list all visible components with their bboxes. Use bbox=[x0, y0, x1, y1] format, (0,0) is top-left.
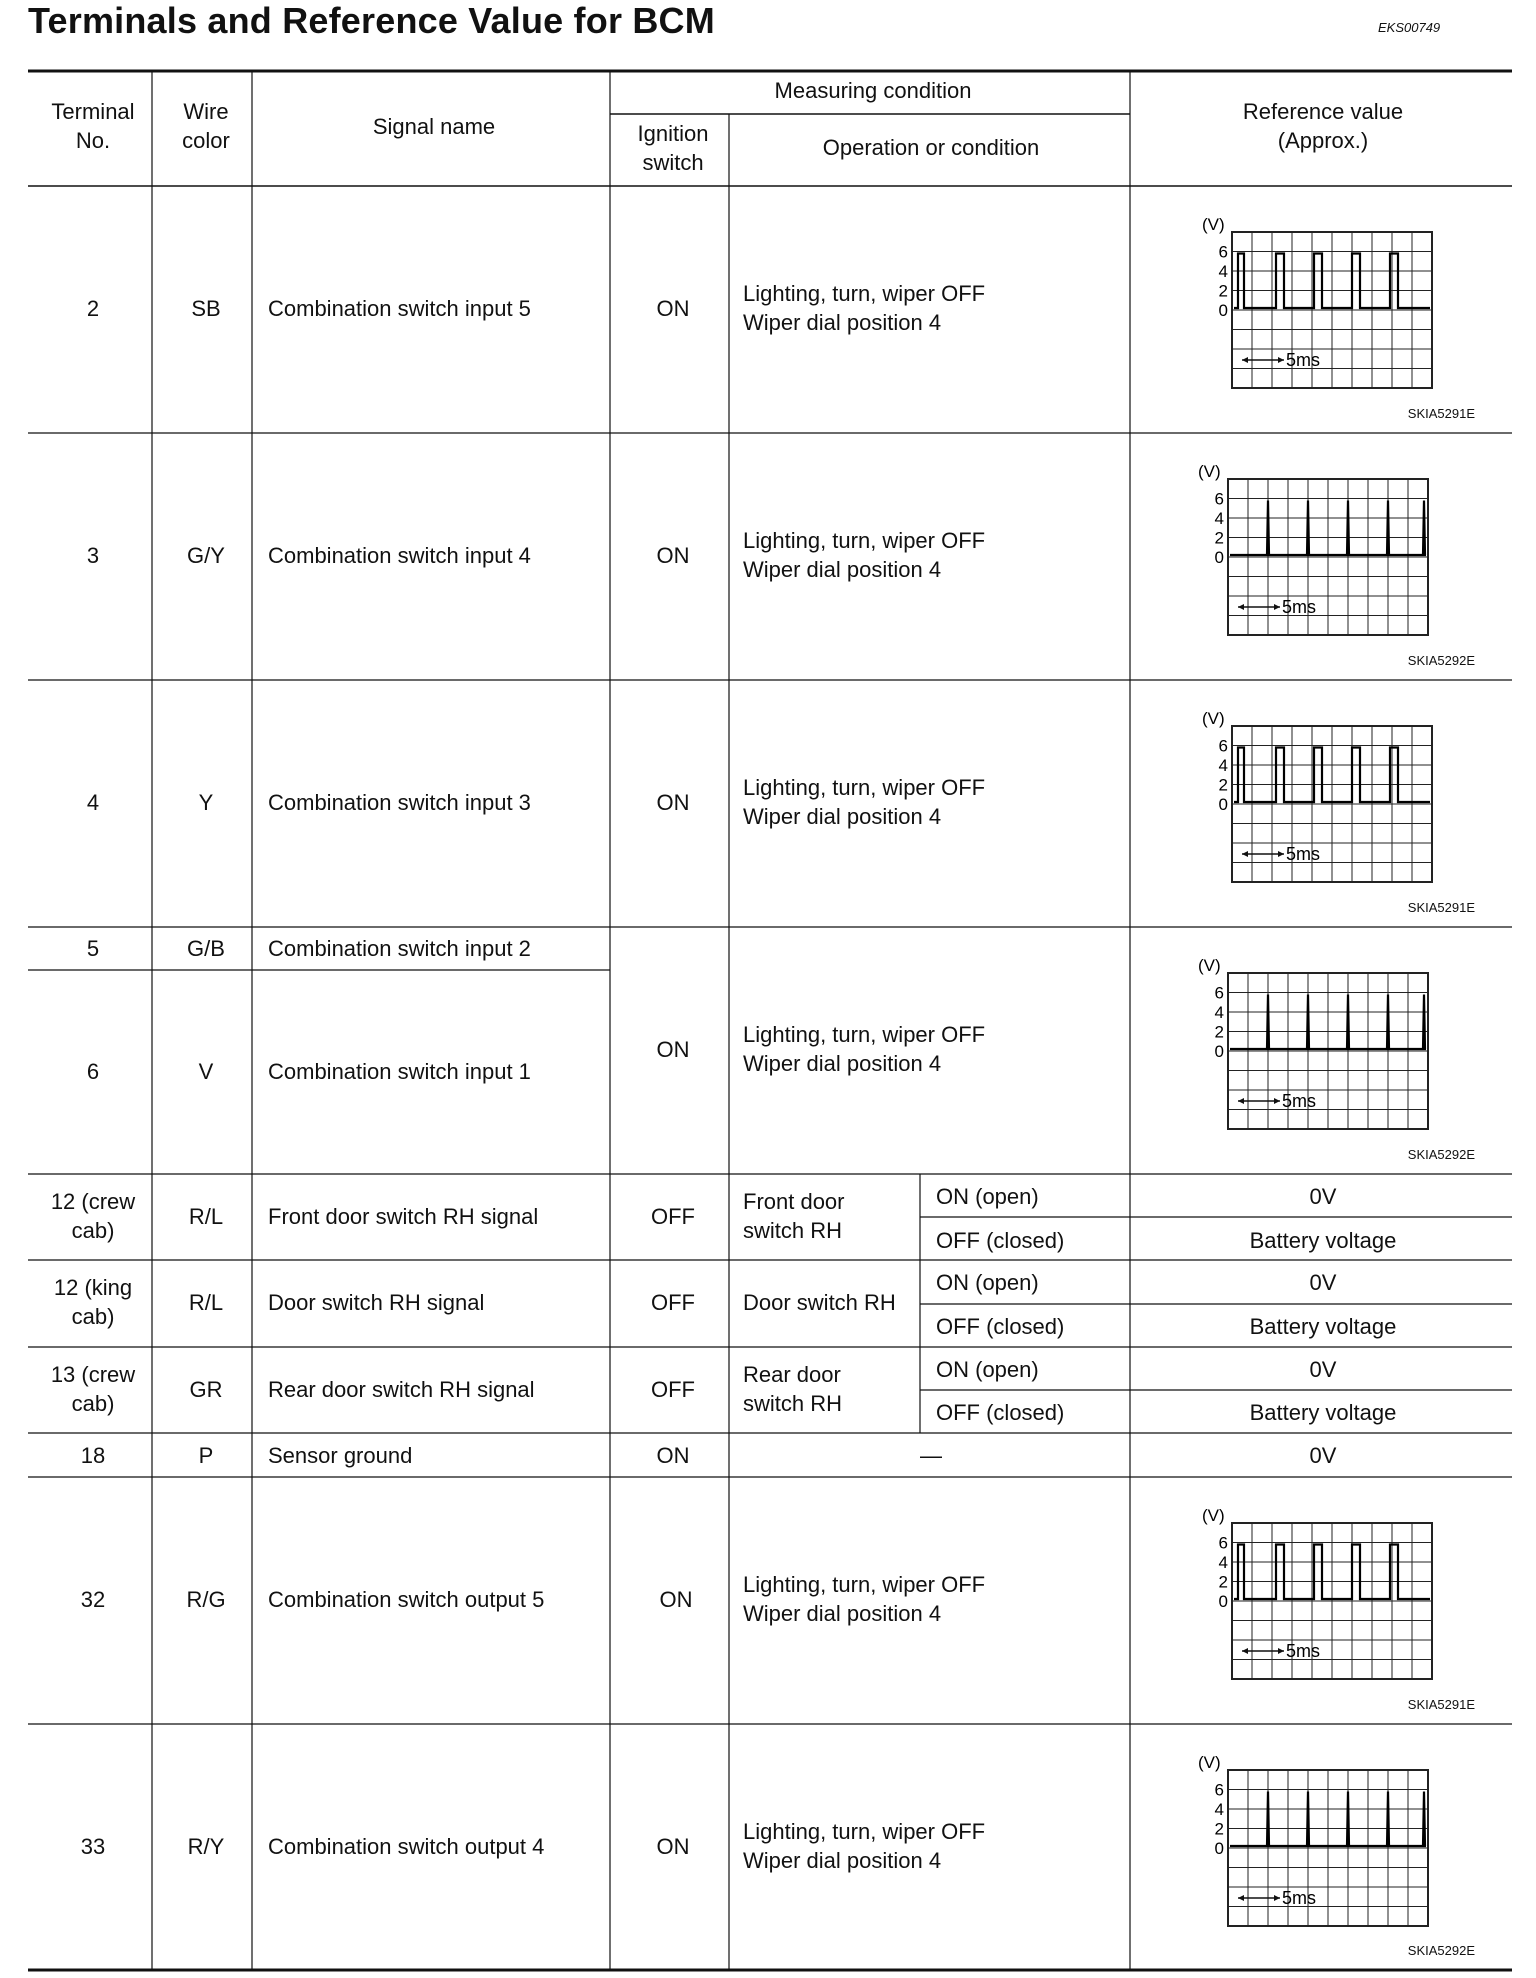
scope-tick-label: 0 bbox=[1218, 301, 1228, 320]
scope-grid bbox=[1232, 726, 1432, 882]
table-row bbox=[87, 936, 531, 961]
ignition-switch: ON bbox=[656, 1834, 690, 1859]
state-off: OFF (closed) bbox=[936, 1314, 1065, 1339]
scope-grid bbox=[1232, 1523, 1432, 1679]
ignition-switch: ON bbox=[656, 296, 690, 321]
ignition-switch: ON bbox=[656, 1443, 690, 1468]
header-wire-line2: color bbox=[182, 128, 230, 153]
scope-tick-label: 4 bbox=[1214, 509, 1224, 528]
svg-text:5ms: 5ms bbox=[1282, 597, 1317, 617]
terminal-no: 6 bbox=[86, 1059, 100, 1084]
scope-grid bbox=[1228, 479, 1428, 635]
figure-code: SKIA5292E bbox=[1407, 1147, 1475, 1162]
scope-tick-label: 2 bbox=[1218, 775, 1228, 795]
table-row bbox=[81, 1506, 1476, 1712]
figure-code: SKIA5292E bbox=[1407, 653, 1475, 668]
wire-color: P bbox=[198, 1443, 214, 1468]
operation: Door switch RH bbox=[743, 1290, 896, 1315]
operation-line2: Wiper dial position 4 bbox=[743, 804, 942, 829]
reference-value: Battery voltage bbox=[1249, 1228, 1397, 1253]
terminal-no: 18 bbox=[80, 1443, 106, 1468]
terminal-no-line1: 12 (crew bbox=[50, 1189, 136, 1214]
header-ignition-line2: switch bbox=[642, 150, 704, 175]
terminal-no-line2: cab) bbox=[71, 1218, 115, 1243]
table-row bbox=[87, 956, 1475, 1162]
operation-line2: Wiper dial position 4 bbox=[743, 310, 942, 335]
header-signal: Signal name bbox=[372, 114, 496, 139]
signal-name: Front door switch RH signal bbox=[268, 1204, 539, 1229]
scope-tick-label: 6 bbox=[1218, 242, 1228, 262]
ignition-switch: OFF bbox=[651, 1204, 695, 1229]
oscilloscope-waveform bbox=[1202, 215, 1432, 388]
terminal-no: 5 bbox=[86, 936, 100, 961]
header-terminal-line2: No. bbox=[75, 128, 111, 153]
document-code: EKS00749 bbox=[1378, 20, 1441, 35]
signal-name: Combination switch input 2 bbox=[268, 936, 531, 961]
operation: — bbox=[920, 1443, 942, 1468]
operation-line2: Wiper dial position 4 bbox=[743, 1601, 942, 1626]
operation-line2: switch RH bbox=[743, 1391, 843, 1416]
table-row bbox=[81, 1443, 1337, 1468]
wire-color: R/L bbox=[188, 1290, 224, 1315]
operation-line1: Lighting, turn, wiper OFF bbox=[743, 775, 986, 800]
wire-color: R/Y bbox=[187, 1834, 225, 1859]
reference-value: 0V bbox=[1309, 1270, 1337, 1295]
terminal-no: 3 bbox=[86, 543, 100, 568]
scope-tick-label: 0 bbox=[1214, 1839, 1224, 1858]
svg-text:5ms: 5ms bbox=[1286, 1641, 1321, 1661]
scope-time-marker bbox=[1238, 597, 1316, 617]
scope-tick-label: 4 bbox=[1214, 1003, 1224, 1022]
operation-line1: Lighting, turn, wiper OFF bbox=[743, 281, 986, 306]
terminal-no-line1: 12 (king bbox=[53, 1275, 133, 1300]
scope-tick-label: 6 bbox=[1214, 983, 1224, 1003]
signal-name: Rear door switch RH signal bbox=[268, 1377, 535, 1402]
operation-line2: Wiper dial position 4 bbox=[743, 1051, 942, 1076]
state-on: ON (open) bbox=[936, 1184, 1039, 1209]
operation-line1: Lighting, turn, wiper OFF bbox=[743, 1022, 986, 1047]
scope-tick-label: 6 bbox=[1218, 1533, 1228, 1553]
scope-time-marker bbox=[1242, 844, 1320, 864]
table-row bbox=[87, 462, 1475, 668]
svg-text:5ms: 5ms bbox=[1286, 350, 1321, 370]
scope-unit-label: (V) bbox=[1202, 1506, 1225, 1525]
scope-unit-label: (V) bbox=[1202, 215, 1225, 234]
reference-value: 0V bbox=[1309, 1357, 1337, 1382]
reference-value: Battery voltage bbox=[1249, 1400, 1397, 1425]
scope-tick-label: 2 bbox=[1214, 1022, 1224, 1042]
operation-line1: Lighting, turn, wiper OFF bbox=[743, 1819, 986, 1844]
signal-name: Combination switch input 4 bbox=[268, 543, 531, 568]
wire-color: R/L bbox=[188, 1204, 224, 1229]
ignition-switch: ON bbox=[656, 543, 690, 568]
figure-code: SKIA5291E bbox=[1407, 406, 1475, 421]
signal-name: Combination switch output 5 bbox=[268, 1587, 545, 1612]
terminal-no-line2: cab) bbox=[71, 1391, 115, 1416]
table-row bbox=[51, 1357, 1397, 1425]
header-measuring: Measuring condition bbox=[774, 78, 972, 103]
operation-line1: Lighting, turn, wiper OFF bbox=[743, 528, 986, 553]
signal-name: Door switch RH signal bbox=[268, 1290, 485, 1315]
operation-line2: Wiper dial position 4 bbox=[743, 1848, 942, 1873]
signal-name: Combination switch input 5 bbox=[268, 296, 531, 321]
signal-name: Combination switch input 1 bbox=[268, 1059, 531, 1084]
scope-unit-label: (V) bbox=[1198, 956, 1221, 975]
scope-time-marker bbox=[1242, 350, 1320, 370]
scope-tick-label: 4 bbox=[1218, 1553, 1228, 1572]
scope-tick-label: 4 bbox=[1218, 262, 1228, 281]
oscilloscope-waveform bbox=[1202, 709, 1432, 882]
scope-tick-label: 6 bbox=[1214, 489, 1224, 509]
signal-name: Combination switch output 4 bbox=[268, 1834, 545, 1859]
operation-line2: Wiper dial position 4 bbox=[743, 557, 942, 582]
header-reference-line1: Reference value bbox=[1242, 99, 1404, 124]
terminal-no-line1: 13 (crew bbox=[50, 1362, 136, 1387]
oscilloscope-waveform bbox=[1198, 462, 1428, 635]
ignition-switch: ON bbox=[659, 1587, 693, 1612]
scope-unit-label: (V) bbox=[1198, 1753, 1221, 1772]
figure-code: SKIA5292E bbox=[1407, 1943, 1475, 1958]
state-off: OFF (closed) bbox=[936, 1228, 1065, 1253]
scope-tick-label: 0 bbox=[1218, 795, 1228, 814]
operation-line1: Front door bbox=[743, 1189, 845, 1214]
ignition-switch: OFF bbox=[651, 1290, 695, 1315]
ignition-switch: ON bbox=[656, 790, 690, 815]
header-operation: Operation or condition bbox=[822, 135, 1040, 160]
header-wire-line1: Wire bbox=[183, 99, 229, 124]
svg-text:5ms: 5ms bbox=[1282, 1888, 1317, 1908]
terminal-no: 4 bbox=[86, 790, 100, 815]
wire-color: R/G bbox=[186, 1587, 226, 1612]
oscilloscope-waveform bbox=[1202, 1506, 1432, 1679]
ignition-switch: OFF bbox=[651, 1377, 695, 1402]
scope-tick-label: 0 bbox=[1214, 1042, 1224, 1061]
state-on: ON (open) bbox=[936, 1270, 1039, 1295]
signal-name: Sensor ground bbox=[268, 1443, 413, 1468]
scope-time-marker bbox=[1242, 1641, 1320, 1661]
wire-color: G/B bbox=[187, 936, 225, 961]
terminal-no: 2 bbox=[86, 296, 100, 321]
wire-color: Y bbox=[198, 790, 214, 815]
scope-grid bbox=[1232, 232, 1432, 388]
scope-unit-label: (V) bbox=[1202, 709, 1225, 728]
terminal-no: 33 bbox=[80, 1834, 106, 1859]
scope-tick-label: 2 bbox=[1214, 528, 1224, 548]
figure-code: SKIA5291E bbox=[1407, 900, 1475, 915]
page-title: Terminals and Reference Value for BCM bbox=[28, 0, 715, 41]
wire-color: SB bbox=[191, 296, 221, 321]
scope-tick-label: 4 bbox=[1218, 756, 1228, 775]
scope-unit-label: (V) bbox=[1198, 462, 1221, 481]
scope-tick-label: 2 bbox=[1218, 1572, 1228, 1592]
wire-color: GR bbox=[189, 1377, 223, 1402]
oscilloscope-waveform bbox=[1198, 1753, 1428, 1926]
state-off: OFF (closed) bbox=[936, 1400, 1065, 1425]
ignition-switch: ON bbox=[656, 1037, 690, 1062]
reference-value: 0V bbox=[1309, 1184, 1337, 1209]
figure-code: SKIA5291E bbox=[1407, 1697, 1475, 1712]
scope-tick-label: 4 bbox=[1214, 1800, 1224, 1819]
scope-tick-label: 6 bbox=[1218, 736, 1228, 756]
scope-time-marker bbox=[1238, 1091, 1316, 1111]
scope-grid bbox=[1228, 973, 1428, 1129]
scope-tick-label: 2 bbox=[1218, 281, 1228, 301]
scope-tick-label: 0 bbox=[1218, 1592, 1228, 1611]
table-row bbox=[51, 1184, 1397, 1253]
state-on: ON (open) bbox=[936, 1357, 1039, 1382]
table-row bbox=[87, 709, 1475, 915]
svg-text:5ms: 5ms bbox=[1286, 844, 1321, 864]
terminal-no-line2: cab) bbox=[71, 1304, 115, 1329]
oscilloscope-waveform bbox=[1198, 956, 1428, 1129]
header-terminal-line1: Terminal bbox=[51, 99, 135, 124]
operation-line2: switch RH bbox=[743, 1218, 843, 1243]
scope-tick-label: 0 bbox=[1214, 548, 1224, 567]
terminal-no: 32 bbox=[80, 1587, 106, 1612]
header-reference-line2: (Approx.) bbox=[1277, 128, 1369, 153]
scope-tick-label: 6 bbox=[1214, 1780, 1224, 1800]
reference-value: 0V bbox=[1309, 1443, 1337, 1468]
table-row bbox=[87, 215, 1475, 421]
scope-grid bbox=[1228, 1770, 1428, 1926]
signal-name: Combination switch input 3 bbox=[268, 790, 531, 815]
reference-value: Battery voltage bbox=[1249, 1314, 1397, 1339]
wire-color: G/Y bbox=[187, 543, 225, 568]
header-ignition-line1: Ignition bbox=[637, 121, 709, 146]
wire-color: V bbox=[198, 1059, 214, 1084]
table-row bbox=[81, 1753, 1476, 1958]
scope-time-marker bbox=[1238, 1888, 1316, 1908]
operation-line1: Lighting, turn, wiper OFF bbox=[743, 1572, 986, 1597]
svg-text:5ms: 5ms bbox=[1282, 1091, 1317, 1111]
scope-tick-label: 2 bbox=[1214, 1819, 1224, 1839]
operation-line1: Rear door bbox=[743, 1362, 841, 1387]
